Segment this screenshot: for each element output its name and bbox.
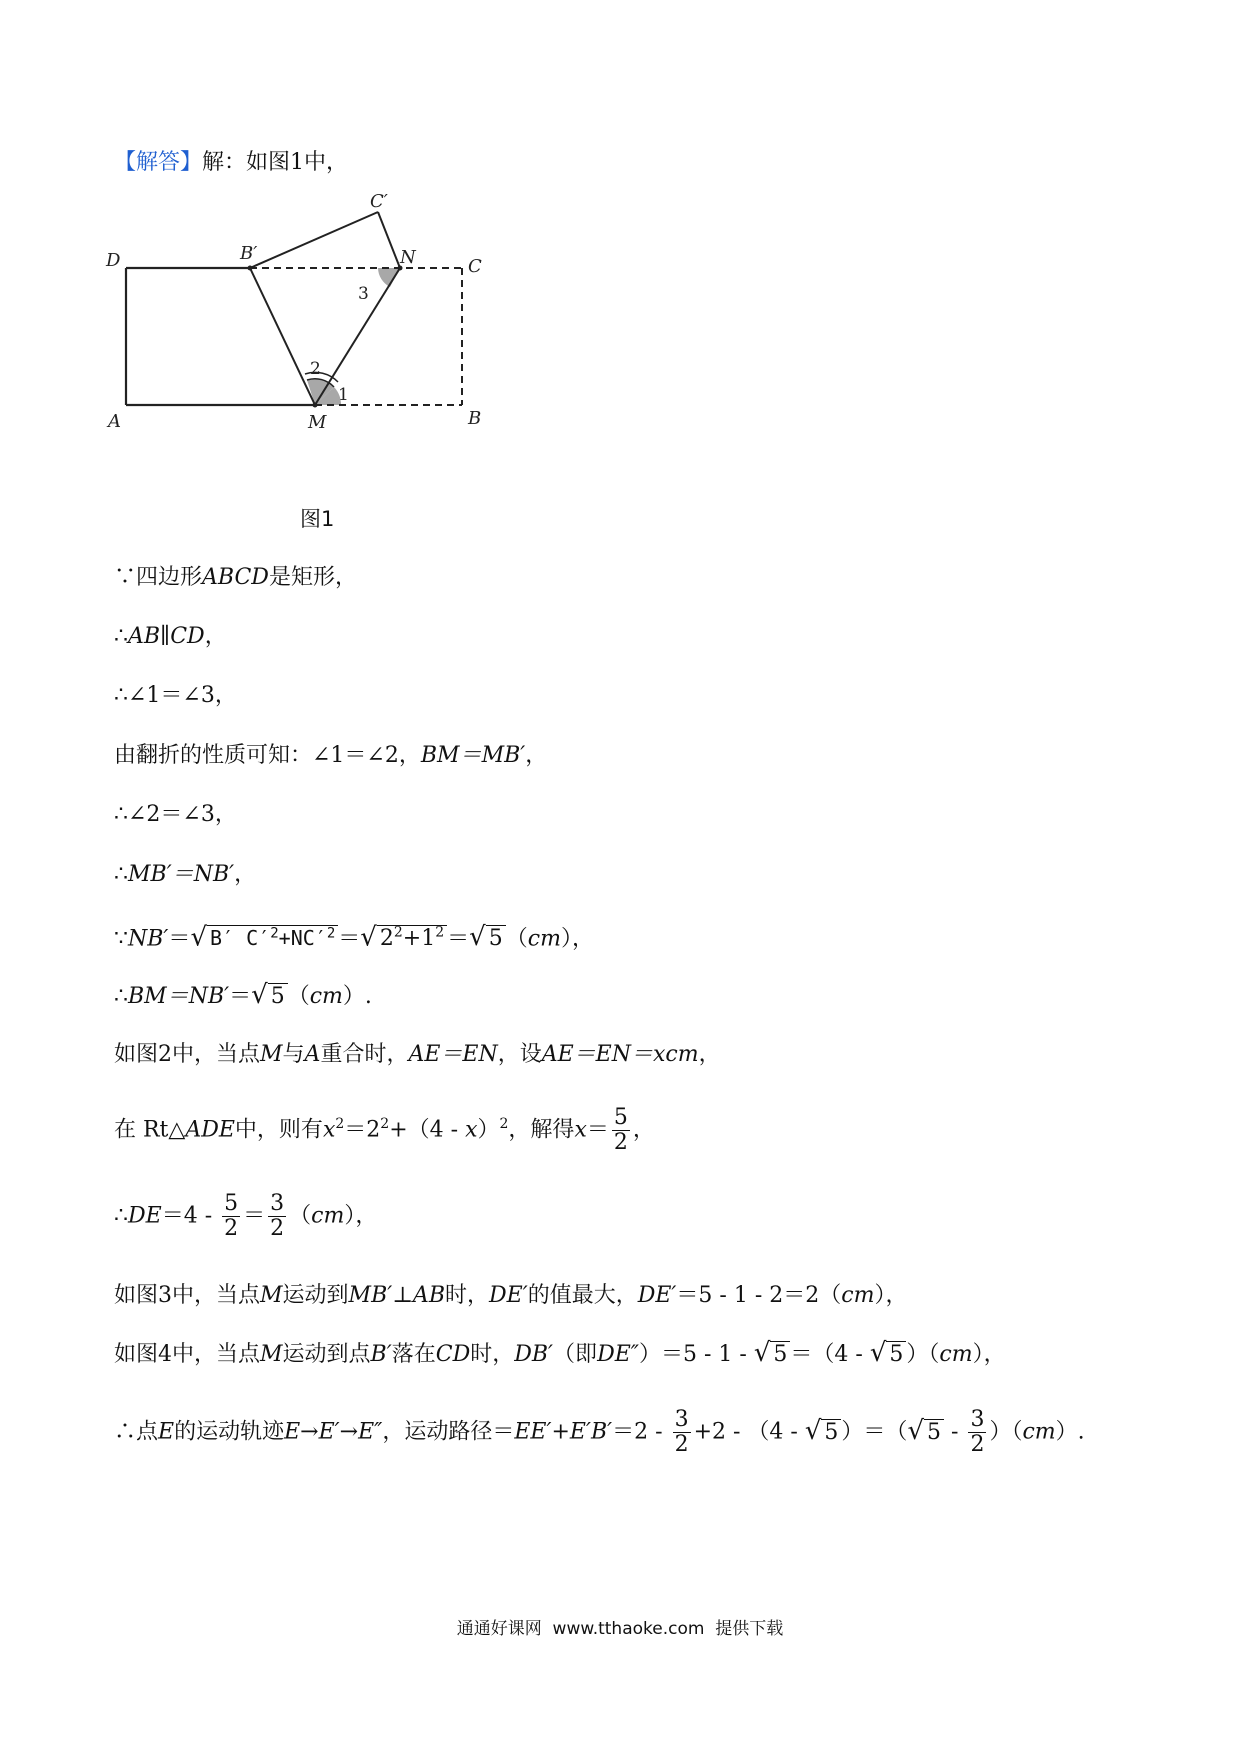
proof-line-1 [114, 563, 357, 593]
var: M [260, 1042, 283, 1067]
answer-label: 【解答】 [114, 150, 203, 175]
text: 5 [268, 983, 288, 1009]
var: DB′ [514, 1342, 554, 1367]
var: E→E′→E″ [284, 1419, 383, 1445]
label-N: N [400, 247, 416, 268]
text: ， [234, 862, 257, 887]
label-B: B [468, 408, 482, 429]
var: M [260, 1283, 283, 1308]
proof-line-13 [114, 1338, 1006, 1370]
text: ，运动路径＝ [382, 1419, 515, 1445]
denominator: 2 [674, 1432, 689, 1457]
text: 重合时， [320, 1042, 409, 1067]
text: ）. [1055, 1419, 1085, 1445]
exp: 2 [326, 925, 336, 942]
exp: 2 [435, 925, 445, 941]
unit: cm [1022, 1419, 1056, 1445]
proof-line-4 [114, 741, 547, 771]
unit: cm [841, 1283, 875, 1308]
text: +2 - （4 - [693, 1419, 805, 1445]
var: AE＝EN＝xcm [541, 1042, 699, 1067]
text: 时， [470, 1342, 515, 1367]
exp: 2 [499, 1116, 509, 1133]
label-angle-1: 1 [338, 385, 349, 405]
text: ）， [560, 926, 594, 952]
proof-line-12 [114, 1281, 907, 1311]
sqrt-1: √ 5 [805, 1416, 842, 1448]
var: BM＝NB′ [128, 984, 230, 1009]
sqrt-1: √ B′ $C'^2+NC'^2$ [190, 919, 338, 955]
footer-site-name: 通通好课网 [456, 1619, 542, 1639]
var: DE″ [597, 1342, 639, 1367]
fraction-1 [673, 1408, 691, 1457]
solution-header [114, 148, 348, 178]
var: A [304, 1042, 321, 1067]
text: 的值最大， [527, 1283, 638, 1308]
text: ＝ [229, 984, 252, 1009]
proof-line-3: ∴∠1＝∠3， [114, 683, 237, 708]
text: 与 [282, 1042, 305, 1067]
var: EE′+E′B′ [514, 1419, 613, 1445]
text: 5 [486, 925, 506, 951]
text: ）， [972, 1342, 1006, 1367]
numerator: 5 [224, 1191, 239, 1216]
proof-line-8 [114, 980, 372, 1012]
var: BM＝MB′ [420, 743, 526, 768]
proof-line-14 [114, 1408, 1085, 1457]
sqrt-2: √ $2^2+1^2$ [360, 918, 447, 954]
text: 是矩形， [268, 565, 357, 590]
text: ， [525, 743, 548, 768]
page-footer [0, 1614, 1240, 1639]
text: 2 [379, 926, 394, 952]
text: ∵四边形 [114, 565, 203, 590]
numerator: 5 [613, 1105, 628, 1130]
proof-line-2 [114, 622, 227, 652]
var: ADE [185, 1117, 235, 1143]
sqrt-1: √ 5 [754, 1338, 791, 1370]
text: 运动到 [282, 1283, 349, 1308]
text: ＝2 [344, 1117, 381, 1143]
var: AB∥CD [128, 624, 205, 649]
proof-line-5: ∴∠2＝∠3， [114, 802, 237, 827]
fraction-2 [968, 1408, 986, 1457]
label-angle-2: 2 [310, 359, 321, 379]
segment-CN [378, 212, 400, 268]
var: E [158, 1419, 175, 1445]
text: ） [477, 1117, 500, 1143]
numerator: 3 [970, 1407, 985, 1432]
var: CD [435, 1342, 471, 1367]
denominator: 2 [270, 1216, 285, 1241]
unit: cm [939, 1342, 973, 1367]
footer-url[interactable]: www.tthaoke.com [552, 1619, 705, 1639]
text: 在 Rt△ [114, 1117, 186, 1143]
sqrt-3: √ 5 [469, 922, 506, 954]
label-C-prime: C′ [370, 191, 388, 212]
denominator: 2 [970, 1432, 985, 1457]
unit: cm [311, 1203, 345, 1229]
text: （ [505, 926, 528, 952]
sqrt-2: √ 5 [870, 1338, 907, 1370]
text: 5 [821, 1419, 841, 1445]
segment-BC-prime [250, 212, 378, 268]
text: ，设 [497, 1042, 542, 1067]
text: （即 [553, 1342, 598, 1367]
var: x [465, 1117, 478, 1143]
text: ∴ [114, 984, 128, 1009]
text: ＝ [586, 1117, 609, 1143]
text: ）＝5 - 1 - [638, 1342, 754, 1367]
fraction-1 [222, 1192, 240, 1241]
exp: 2 [335, 1116, 345, 1133]
sqrt: √ 5 [251, 980, 288, 1012]
text: ＝4 - [161, 1203, 220, 1229]
text: 5 [924, 1419, 944, 1445]
var: DE [128, 1203, 162, 1229]
figure-caption: 图1 [300, 507, 335, 531]
denominator: 2 [224, 1216, 239, 1241]
text: 如图2中，当点 [114, 1042, 260, 1067]
text: 5 [770, 1341, 790, 1367]
fraction [612, 1106, 630, 1155]
geometry-figure [106, 191, 550, 500]
label-angle-3: 3 [358, 284, 369, 304]
numerator: 3 [674, 1407, 689, 1432]
text: 运动到点 [282, 1342, 371, 1367]
text: ，解得 [508, 1117, 575, 1143]
text: 落在 [391, 1342, 436, 1367]
text: ＝（4 - [790, 1342, 870, 1367]
text: +（4 - [389, 1117, 466, 1143]
proof-line-6 [114, 860, 256, 890]
text: +NC′ [278, 926, 327, 951]
label-A: A [108, 411, 121, 432]
unit: cm [309, 984, 343, 1009]
text: ， [204, 624, 227, 649]
text: ， [698, 1042, 721, 1067]
text: +1 [402, 926, 436, 952]
text: ＝ [338, 926, 361, 952]
text: 由翻折的性质可知：∠1＝∠2， [114, 743, 421, 768]
text: ∴点 [114, 1419, 159, 1445]
var: ABCD [202, 565, 269, 590]
text: B′ C′ [210, 926, 271, 951]
text: ）（ [906, 1342, 940, 1367]
text: ∴ [114, 862, 128, 887]
exp: 2 [270, 925, 279, 942]
text: ）， [344, 1203, 378, 1229]
var: M [260, 1342, 283, 1367]
label-C: C [468, 256, 482, 277]
text: ∵ [114, 926, 128, 952]
text: 中，则有 [234, 1117, 323, 1143]
var: B′ [370, 1342, 392, 1367]
text: - [944, 1419, 966, 1445]
numerator: 3 [270, 1191, 285, 1216]
segment-BM [250, 268, 315, 405]
var: MB′⊥AB [348, 1283, 445, 1308]
var: DE′ [489, 1283, 528, 1308]
text: ∴ [114, 1203, 128, 1229]
text: ＝2 - [612, 1419, 670, 1445]
intro-text: 解：如图1中， [202, 150, 349, 175]
text: ＝ [168, 926, 191, 952]
proof-line-7 [114, 918, 594, 954]
fraction-2 [268, 1192, 286, 1241]
unit: cm [527, 926, 561, 952]
text: ）. [342, 984, 372, 1009]
text: 如图4中，当点 [114, 1342, 260, 1367]
sqrt-2: √ 5 [907, 1416, 944, 1448]
point-M [313, 403, 318, 408]
var: NB′ [128, 926, 169, 952]
text: ＝5 - 1 - 2＝2（ [676, 1283, 842, 1308]
text: 5 [886, 1341, 906, 1367]
var: x [574, 1117, 587, 1143]
proof-line-9 [114, 1040, 721, 1070]
var: x [322, 1117, 336, 1143]
var: AE＝EN [408, 1042, 498, 1067]
text: 时， [444, 1283, 489, 1308]
label-B-prime: B′ [240, 243, 258, 264]
text: （ [287, 984, 310, 1009]
text: ∴ [114, 624, 128, 649]
text: ）（ [989, 1419, 1023, 1445]
var: DE′ [637, 1283, 677, 1308]
point-B-prime [248, 266, 253, 271]
text: （ [289, 1203, 312, 1229]
label-D: D [106, 250, 121, 271]
exp: 2 [380, 1116, 390, 1133]
proof-line-10 [114, 1106, 655, 1155]
text: ， [632, 1117, 655, 1143]
text: ＝ [447, 926, 470, 952]
text: ＝ [243, 1203, 266, 1229]
label-M: M [308, 412, 327, 433]
footer-suffix: 提供下载 [715, 1619, 784, 1639]
exp: 2 [393, 925, 403, 941]
text: 的运动轨迹 [174, 1419, 285, 1445]
text: ）＝（ [841, 1419, 908, 1445]
text: 如图3中，当点 [114, 1283, 260, 1308]
text: ）， [874, 1283, 908, 1308]
proof-line-11 [114, 1192, 377, 1241]
denominator: 2 [613, 1130, 628, 1155]
var: MB′＝NB′ [128, 862, 235, 887]
